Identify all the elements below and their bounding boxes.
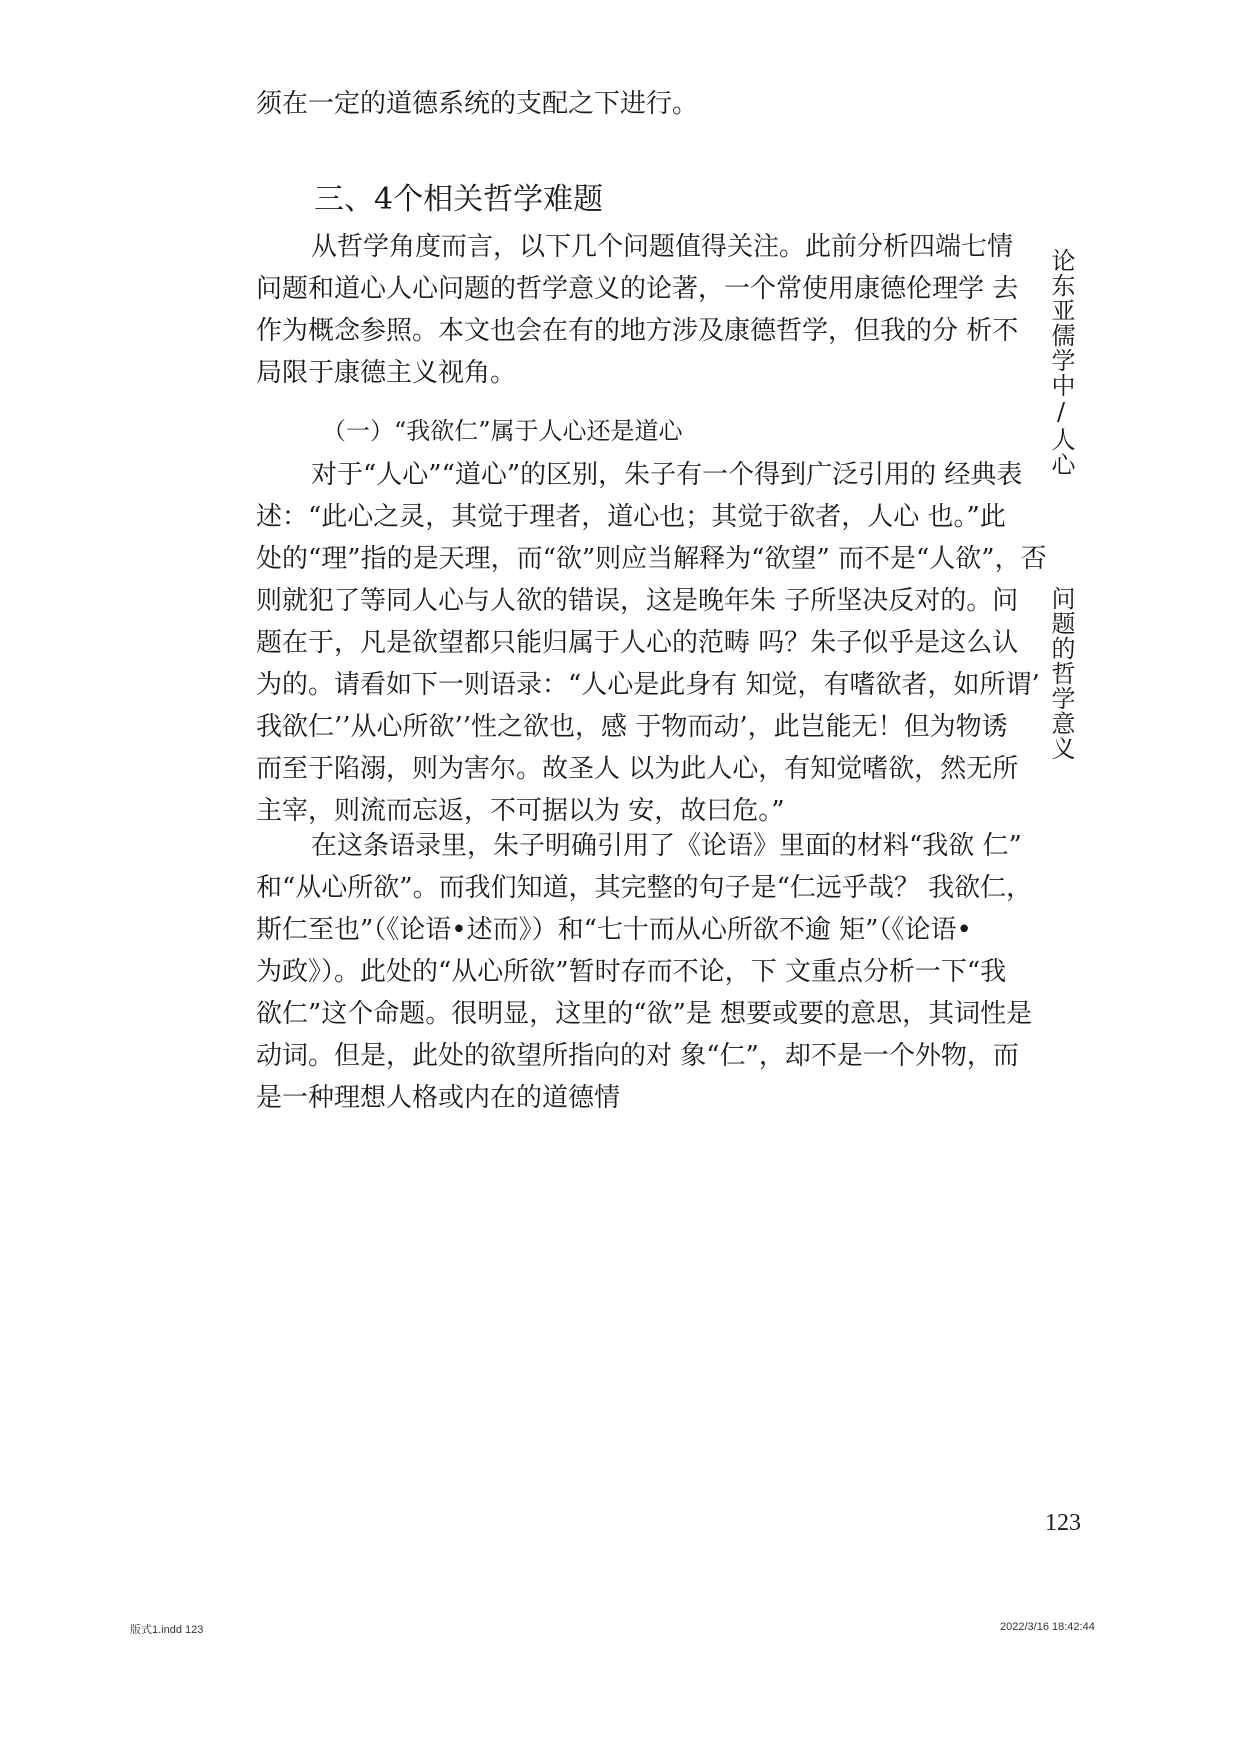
- body-line: 作为概念参照。本文也会在有的地方涉及康德哲学，但我的分 析不: [256, 316, 1019, 346]
- body-line: 是一种理想人格或内在的道德情: [256, 1083, 621, 1113]
- body-line: 从哲学角度而言，以下几个问题值得关注。此前分析四端七情: [311, 232, 1014, 262]
- intro-paragraph: [256, 83, 988, 125]
- subsection-heading: （一）“我欲仁”属于人心还是道心: [322, 417, 683, 445]
- body-line: 斯仁至也”（《论语•述而》）和“七十而从心所欲不逾 矩”（《论语•: [256, 915, 972, 945]
- body-line: 欲仁”这个命题。很明显，这里的“欲”是 想要或要的意思，其词性是: [256, 999, 1033, 1029]
- body-line: 须在一定的道德系统的支配之下进行。: [256, 89, 699, 119]
- body-line: 和“从心所欲”。而我们知道，其完整的句子是“仁远乎哉？ 我欲仁，: [256, 873, 1033, 903]
- footer-filename: 版式1.indd 123: [130, 1624, 204, 1636]
- body-line: 局限于康德主义视角。: [256, 358, 517, 388]
- body-line: 主宰，则流而忘返，不可据以为 安，故曰危。”: [256, 796, 785, 826]
- paragraph-2: [256, 454, 1047, 832]
- body-line: 题在于，凡是欲望都只能归属于人心的范畴 吗？朱子似乎是这么认: [256, 628, 1019, 658]
- running-head-title: 论东亚儒学中/人心: [1047, 248, 1075, 477]
- body-line: 为政》）。此处的“从心所欲”暂时存而不论，下 文重点分析一下“我: [256, 957, 1007, 987]
- body-line: 述：“此心之灵，其觉于理者，道心也；其觉于欲者，人心 也。”此: [256, 502, 1006, 532]
- page-number: 123: [1045, 1510, 1081, 1536]
- paragraph-1: [256, 226, 1019, 394]
- section-heading: 三、4个相关哲学难题: [314, 182, 604, 217]
- running-head-subtitle: 问题的哲学意义: [1047, 586, 1075, 761]
- footer-timestamp: 2022/3/16 18:42:44: [1000, 1621, 1095, 1633]
- body-line: 在这条语录里，朱子明确引用了《论语》里面的材料“我欲 仁”: [311, 831, 1022, 861]
- paragraph-3: [256, 825, 1033, 1119]
- body-line: 处的“理”指的是天理，而“欲”则应当解释为“欲望” 而不是“人欲”，否: [256, 544, 1047, 574]
- body-line: 则就犯了等同人心与人欲的错误，这是晚年朱 子所坚决反对的。问: [256, 586, 1019, 616]
- body-line: 动词。但是，此处的欲望所指向的对 象“仁”，却不是一个外物，而: [256, 1041, 1019, 1071]
- body-line: 对于“人心”“道心”的区别，朱子有一个得到广泛引用的 经典表: [311, 460, 1023, 490]
- body-line: 问题和道心人心问题的哲学意义的论著，一个常使用康德伦理学 去: [256, 274, 1019, 304]
- body-line: 而至于陷溺，则为害尔。故圣人 以为此人心，有知觉嗜欲，然无所: [256, 754, 1019, 784]
- body-line: 为的。请看如下一则语录：“人心是此身有 知觉，有嗜欲者，如所谓’: [256, 670, 1040, 700]
- body-line: 我欲仁’’从心所欲’’性之欲也，感 于物而动’，此岂能无！但为物诱: [256, 712, 1008, 742]
